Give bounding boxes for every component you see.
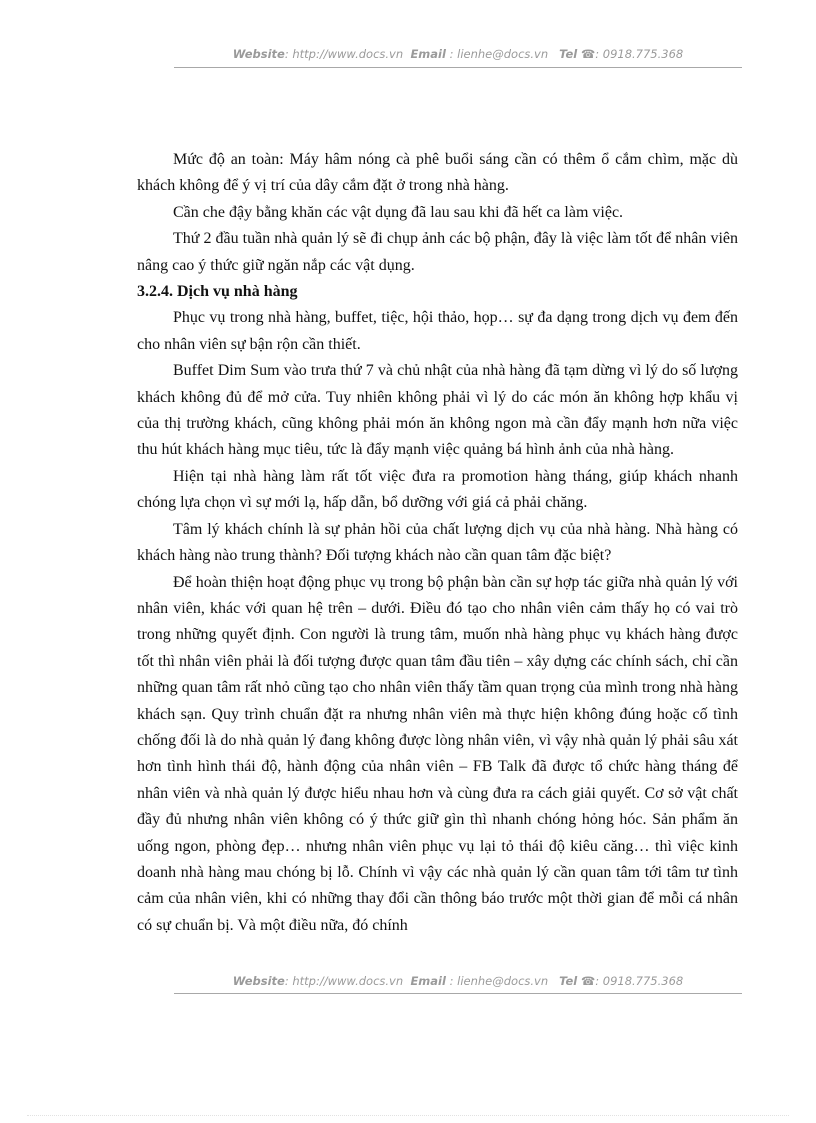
tel-value: : 0918.775.368 (595, 974, 684, 988)
email-value[interactable]: : lienhe@docs.vn (449, 47, 549, 61)
paragraph: Cần che đậy bằng khăn các vật dụng đã lau sau khi đã hết ca làm việc. (173, 203, 624, 221)
section-heading: 3.2.4. Dịch vụ nhà hàng (137, 283, 298, 301)
paragraph: Mức độ an toàn: Máy hâm nóng cà phê buổi sáng cần có thêm ổ cắm chìm, mặc dù khách không để ý vị trí của dây cắm đặt ở trong nhà hàng. (137, 151, 738, 195)
email-label: Email (410, 47, 446, 61)
page-footer (174, 974, 742, 988)
paragraph: Hiện tại nhà hàng làm rất tốt việc đưa ra promotion hàng tháng, giúp khách nhanh chóng lựa chọn vì sự mới lạ, hấp dẫn, bổ dưỡng với giá cả phải chăng. (137, 467, 738, 512)
phone-icon: ☎ (580, 47, 596, 61)
website-label: Website (232, 974, 285, 988)
page-edge-divider (27, 1115, 789, 1116)
header-rule (174, 67, 742, 68)
footer-rule (174, 993, 742, 994)
email-value[interactable]: : lienhe@docs.vn (449, 974, 549, 988)
tel-value: : 0918.775.368 (595, 47, 684, 61)
website-url[interactable]: : http://www.docs.vn (284, 47, 404, 61)
paragraph: Để hoàn thiện hoạt động phục vụ trong bộ phận bàn cần sự hợp tác giữa nhà quản lý với nhân viên, khác với quan hệ trên – dưới. Điều đó tạo cho nhân viên cảm thấy họ có vai trò trong những quyết định. Con người là trung tâm, muốn nhà hàng phục vụ khách hàng được tốt thì nhân viên phải là đối tượng được quan tâm đầu tiên – xây dựng các chính sách, chỉ cần những quan tâm rất nhỏ cũng tạo cho nhân viên thấy tầm quan trọng của mình trong nhà hàng khách sạn. Quy trình chuẩn đặt ra nhưng nhân viên mà thực hiện không đúng hoặc cố tình chống đối là do nhà quản lý đang không được lòng nhân viên, vì vậy nhà quản lý phải sâu xát hơn tình hình thái độ, hành động của nhân viên – FB Talk đã được tổ chức hàng tháng để nhân viên và nhà quản lý được hiểu nhau hơn và cùng đưa ra cách giải quyết. Cơ sở vật chất đầy đủ nhưng nhân viên không có ý thức giữ gìn thì nhanh chóng hỏng hóc. Sản phẩm ăn uống ngon, phòng đẹp… nhưng nhân viên phục vụ lại tỏ thái độ kiêu căng… thì việc kinh doanh nhà hàng mau chóng bị lỗ. Chính vì vậy các nhà quản lý cần quan tâm tới tâm tư tình cảm của nhân viên, khi có những thay đổi cần thông báo trước một thời gian để mỗi cá nhân có sự chuẩn bị. Và một điều nữa, đó chính (137, 573, 738, 934)
phone-icon: ☎ (580, 974, 596, 988)
paragraph: Tâm lý khách chính là sự phản hồi của chất lượng dịch vụ của nhà hàng. Nhà hàng có khách hàng nào trung thành? Đối tượng khách nào cần quan tâm đặc biệt? (137, 520, 738, 565)
tel-label: Tel (559, 974, 578, 988)
paragraph: Thứ 2 đầu tuần nhà quản lý sẽ đi chụp ảnh các bộ phận, đây là việc làm tốt để nhân viên nâng cao ý thức giữ ngăn nắp các vật dụng. (137, 230, 738, 274)
paragraph: Phục vụ trong nhà hàng, buffet, tiệc, hội thảo, họp… sự đa dạng trong dịch vụ đem đến cho nhân viên sự bận rộn cần thiết. (137, 309, 738, 353)
document-body (137, 147, 738, 939)
page-header (174, 47, 742, 61)
tel-label: Tel (559, 47, 578, 61)
paragraph: Buffet Dim Sum vào trưa thứ 7 và chủ nhật của nhà hàng đã tạm dừng vì lý do số lượng khách không đủ để mở cửa. Tuy nhiên không phải vì lý do các món ăn không hợp khẩu vị của thị trường khách, cũng không phải món ăn không ngon mà cần đẩy mạnh hơn nữa việc thu hút khách hàng mục tiêu, tức là đẩy mạnh việc quảng bá hình ảnh của nhà hàng. (137, 362, 738, 459)
website-url[interactable]: : http://www.docs.vn (284, 974, 404, 988)
email-label: Email (410, 974, 446, 988)
website-label: Website (232, 47, 285, 61)
